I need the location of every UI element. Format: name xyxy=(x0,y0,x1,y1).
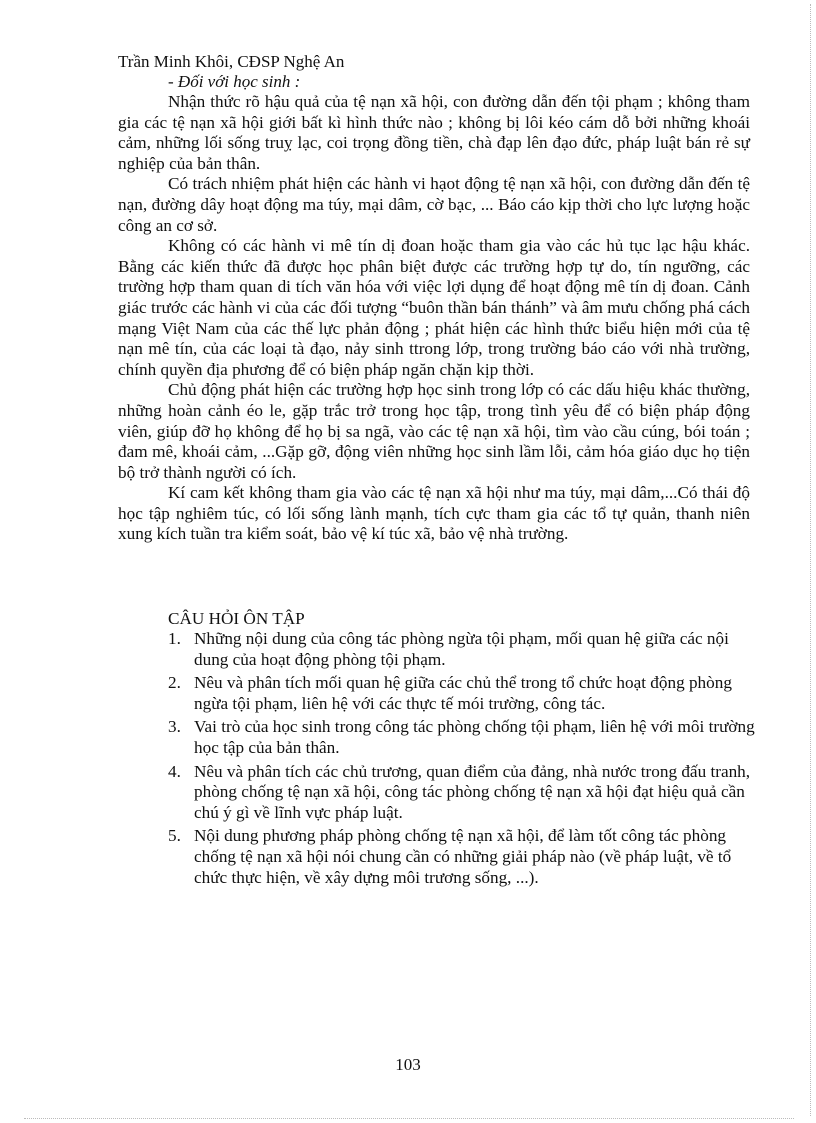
paragraph: Không có các hành vi mê tín dị đoan hoặc tham gia vào các hủ tục lạc hậu khác. Bằng các kiến thức đã được học phân biệt được các trường hợp tự do, tín ngưỡng, các trường hợp tham quan di tích văn hóa với việc lợi dụng để hoạt động mê tín dị đoan. Cảnh giác trước các hành vi của các đối tượng “buôn thần bán thánh” và âm mưu chống phá cách mạng Việt Nam của các thế lực phản động ; phát hiện các hình thức biểu hiện mới của tệ nạn mê tín, của các loại tà đạo, nảy sinh ttrong lớp, trong trường báo cáo với nhà trường, chính quyền địa phương để có biện pháp ngăn chặn kịp thời. xyxy=(118,236,750,379)
question-number: 2. xyxy=(168,673,181,693)
review-title: CÂU HỎI ÔN TẬP xyxy=(168,609,305,628)
question-number: 3. xyxy=(168,717,181,737)
review-question xyxy=(168,717,756,758)
paragraph: Kí cam kết không tham gia vào các tệ nạn xã hội như ma túy, mại dâm,...Có thái độ học tập nghiêm túc, có lối sống lành mạnh, tích cực tham gia các tổ tự quản, thanh niên xung kích tuần tra kiểm soát, bảo vệ kí túc xã, bảo vệ nhà trường. xyxy=(118,483,750,544)
review-question xyxy=(168,826,756,888)
question-text: Vai trò của học sinh trong công tác phòng chống tội phạm, liên hệ với môi trường học tập của bản thân. xyxy=(194,717,755,757)
section-title: - Đối với học sinh : xyxy=(168,72,301,91)
question-number: 5. xyxy=(168,826,181,846)
paragraph: Có trách nhiệm phát hiện các hành vi hạot động tệ nạn xã hội, con đường dẫn đến tệ nạn, đường dây hoạt động ma túy, mại dâm, cờ bạc, ... Báo cáo kịp thời cho lực lượng hoặc công an cơ sở. xyxy=(118,174,750,235)
review-question xyxy=(168,673,756,714)
question-number: 4. xyxy=(168,761,181,781)
body-text xyxy=(118,92,750,545)
author-header: Trần Minh Khôi, CĐSP Nghệ An xyxy=(118,52,345,71)
page-number: 103 xyxy=(395,1055,421,1074)
page-edge-bottom xyxy=(24,1118,794,1119)
question-text: Nêu và phân tích các chủ trương, quan điểm của đảng, nhà nước trong đấu tranh, phòng chống tệ nạn xã hội, công tác phòng chống tệ nạn xã hội đạt hiệu quả cần chú ý gì về lĩnh vực pháp luật. xyxy=(194,761,751,822)
review-question-list xyxy=(168,629,756,891)
review-question xyxy=(168,762,756,824)
question-number: 1. xyxy=(168,629,181,648)
paragraph: Chủ động phát hiện các trường hợp học sinh trong lớp có các dấu hiệu khác thường, những hoàn cảnh éo le, gặp trắc trở trong học tập, trong tình yêu để có biện pháp động viên, giúp đỡ họ không để họ bị sa ngã, vào các tệ nạn xã hội, tìm vào cầu cúng, bói toán ; đam mê, khoái cảm, ...Gặp gỡ, động viên những học sinh lầm lỗi, cảm hóa giáo dục họ tiện bộ trở thành người có ích. xyxy=(118,380,750,482)
question-text: Nội dung phương pháp phòng chống tệ nạn xã hội, để làm tốt công tác phòng chống tệ nạn xã hội nói chung cần có những giải pháp nào (về pháp luật, về tổ chức thực hiện, về xây dựng môi trương sống, ...). xyxy=(194,826,732,887)
paragraph: Nhận thức rõ hậu quả của tệ nạn xã hội, con đường dẫn đến tội phạm ; không tham gia các tệ nạn xã hội giới bất kì hình thức nào ; không bị lôi kéo cám dỗ bởi những khoái cảm, những lối sống truỵ lạc, coi trọng đồng tiền, chà đạp lên đạo đức, pháp luật bán rẻ sự nghiệp của bản thân. xyxy=(118,92,750,173)
question-text: Nêu và phân tích mối quan hệ giữa các chủ thể trong tổ chức hoạt động phòng ngừa tội phạm, liên hệ với các thực tế mói trường, công tác. xyxy=(194,673,732,713)
question-text: Những nội dung của công tác phòng ngừa tội phạm, mối quan hệ giữa các nội dung của hoạt động phòng tội phạm. xyxy=(194,629,729,669)
review-question xyxy=(168,629,756,670)
page-edge-right xyxy=(810,4,811,1116)
